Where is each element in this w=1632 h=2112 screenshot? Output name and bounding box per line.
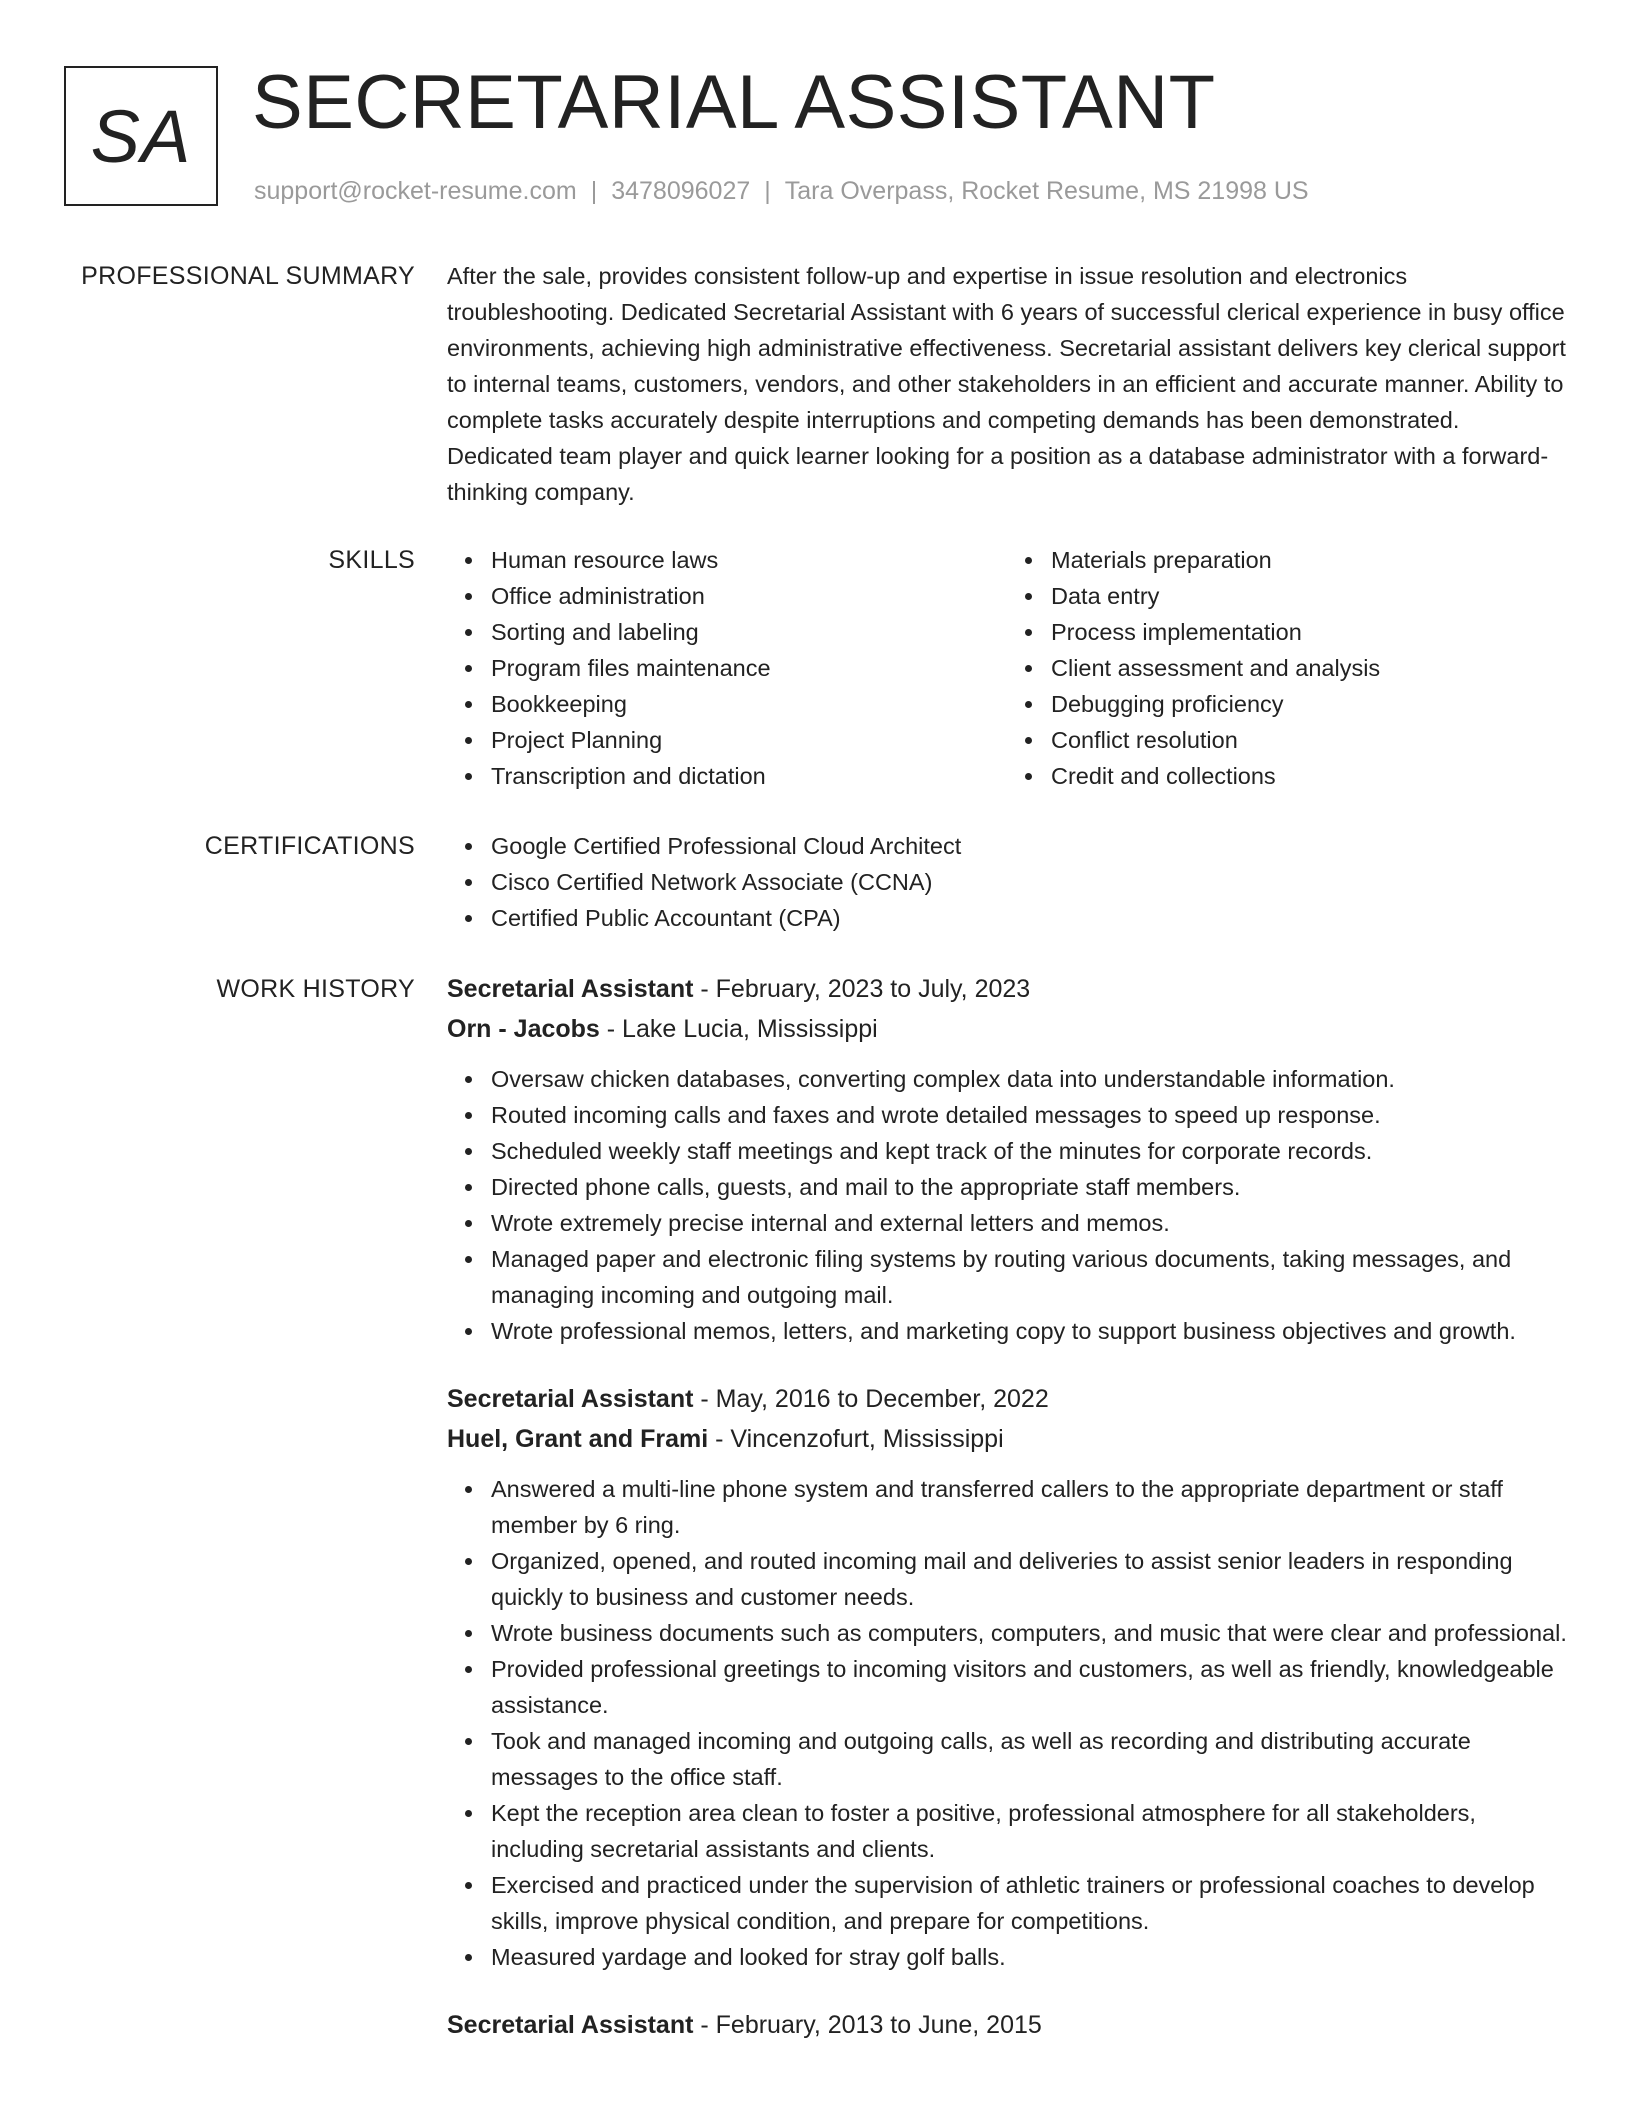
job-title: Secretarial Assistant: [447, 2011, 694, 2039]
certification-item: Google Certified Professional Cloud Architect: [491, 828, 1567, 864]
job-bullet: Provided professional greetings to incoming visitors and customers, as well as friendly, knowledgeable assistance.: [491, 1651, 1567, 1723]
job-bullet: Organized, opened, and routed incoming mail and deliveries to assist senior leaders in responding quickly to business and customer needs.: [491, 1543, 1567, 1615]
job-bullet: Scheduled weekly staff meetings and kept track of the minutes for corporate records.: [491, 1133, 1567, 1169]
summary-text: After the sale, provides consistent follow-up and expertise in issue resolution and electronics troubleshooting. Dedicated Secretarial Assistant with 6 years of successful clerical experience in busy office environments, achieving high administrative effectiveness. Secretarial assistant delivers key clerical support to internal teams, customers, vendors, and other stakeholders in an efficient and accurate manner. Ability to complete tasks accurately despite interruptions and competing demands has been demonstrated. Dedicated team player and quick learner looking for a position as a database administrator with a forward-thinking company.: [447, 263, 1566, 505]
skill-item: Office administration: [491, 578, 1007, 614]
job-entry: [447, 2005, 1567, 2045]
monogram-box: [64, 66, 218, 206]
work-history-body: [447, 969, 1567, 2045]
certification-item: Certified Public Accountant (CPA): [491, 900, 1567, 936]
contact-separator: |: [764, 177, 771, 205]
job-location: - Vincenzofurt, Mississippi: [708, 1425, 1004, 1453]
job-bullet: Measured yardage and looked for stray golf balls.: [491, 1939, 1567, 1975]
certifications-body: [447, 828, 1567, 936]
contact-separator: |: [590, 177, 598, 205]
job-company-line: [447, 1009, 1567, 1049]
skill-item: Conflict resolution: [1051, 722, 1567, 758]
job-bullet: Directed phone calls, guests, and mail to the appropriate staff members.: [491, 1169, 1567, 1205]
resume-name: SECRETARIAL ASSISTANT: [252, 60, 1216, 145]
job-title-line: [447, 2005, 1567, 2045]
summary-body: [447, 258, 1567, 510]
skill-item: Project Planning: [491, 722, 1007, 758]
skill-item: Sorting and labeling: [491, 614, 1007, 650]
job-bullet: Oversaw chicken databases, converting complex data into understandable information.: [491, 1061, 1567, 1097]
job-title: Secretarial Assistant: [447, 975, 694, 1003]
skill-item: Client assessment and analysis: [1051, 650, 1567, 686]
job-bullet: Took and managed incoming and outgoing calls, as well as recording and distributing accurate messages to the office staff.: [491, 1723, 1567, 1795]
contact-phone: 3478096027: [611, 177, 751, 205]
skill-item: Bookkeeping: [491, 686, 1007, 722]
job-company: Orn - Jacobs: [447, 1015, 600, 1043]
job-bullet-list: [447, 1061, 1567, 1349]
skill-item: Transcription and dictation: [491, 758, 1007, 794]
monogram-initials: SA: [90, 94, 192, 178]
skill-item: Credit and collections: [1051, 758, 1567, 794]
contact-email: support@rocket-resume.com: [254, 177, 577, 205]
job-bullet: Wrote extremely precise internal and external letters and memos.: [491, 1205, 1567, 1241]
contact-line: [254, 174, 1309, 208]
certification-item: Cisco Certified Network Associate (CCNA): [491, 864, 1567, 900]
skill-item: Materials preparation: [1051, 542, 1567, 578]
skill-item: Process implementation: [1051, 614, 1567, 650]
skill-item: Human resource laws: [491, 542, 1007, 578]
job-title: Secretarial Assistant: [447, 1385, 694, 1413]
job-dates: - May, 2016 to December, 2022: [693, 1385, 1049, 1413]
job-bullet: Answered a multi-line phone system and transferred callers to the appropriate department or staff member by 6 ring.: [491, 1471, 1567, 1543]
job-bullet: Wrote business documents such as computers, computers, and music that were clear and professional.: [491, 1615, 1567, 1651]
job-bullet: Wrote professional memos, letters, and marketing copy to support business objectives and growth.: [491, 1313, 1567, 1349]
job-location: - Lake Lucia, Mississippi: [599, 1015, 878, 1043]
skills-body: [447, 542, 1567, 794]
section-label-work-history: WORK HISTORY: [216, 975, 415, 1003]
job-bullet: Managed paper and electronic filing systems by routing various documents, taking messages, and managing incoming and outgoing mail.: [491, 1241, 1567, 1313]
section-label-certifications: CERTIFICATIONS: [204, 832, 415, 860]
section-label-summary: PROFESSIONAL SUMMARY: [81, 262, 415, 290]
contact-address: Tara Overpass, Rocket Resume, MS 21998 US: [784, 177, 1309, 205]
job-bullet: Routed incoming calls and faxes and wrote detailed messages to speed up response.: [491, 1097, 1567, 1133]
skills-list-left: [447, 542, 1007, 794]
job-bullet: Exercised and practiced under the supervision of athletic trainers or professional coaches to develop skills, improve physical condition, and prepare for competitions.: [491, 1867, 1567, 1939]
skill-item: Debugging proficiency: [1051, 686, 1567, 722]
job-company: Huel, Grant and Frami: [447, 1425, 709, 1453]
job-entry: [447, 1379, 1567, 1975]
skill-item: Data entry: [1051, 578, 1567, 614]
job-dates: - February, 2013 to June, 2015: [693, 2011, 1042, 2039]
job-title-line: [447, 1379, 1567, 1419]
certifications-list: [447, 828, 1567, 936]
section-label-skills: SKILLS: [328, 546, 415, 574]
skills-list-right: [1007, 542, 1567, 794]
job-bullet: Kept the reception area clean to foster a positive, professional atmosphere for all stakeholders, including secretarial assistants and clients.: [491, 1795, 1567, 1867]
job-title-line: [447, 969, 1567, 1009]
job-entry: [447, 969, 1567, 1349]
skill-item: Program files maintenance: [491, 650, 1007, 686]
job-company-line: [447, 1419, 1567, 1459]
job-dates: - February, 2023 to July, 2023: [693, 975, 1031, 1003]
job-bullet-list: [447, 1471, 1567, 1975]
